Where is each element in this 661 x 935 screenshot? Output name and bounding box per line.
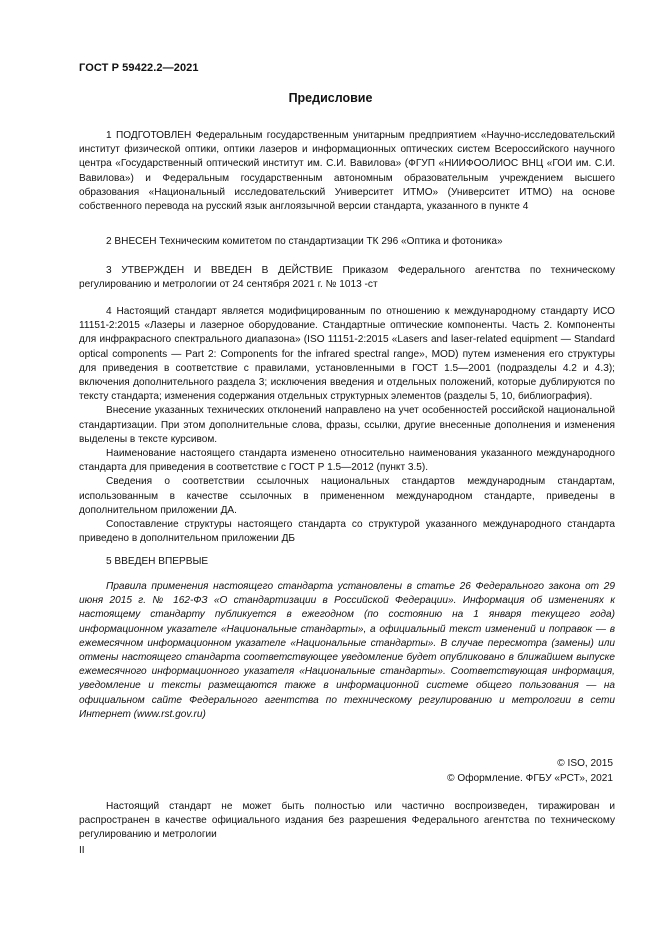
copyright-design: © Оформление. ФГБУ «РСТ», 2021 <box>447 773 613 784</box>
section-1 <box>79 129 615 214</box>
section-1-text: 1 ПОДГОТОВЛЕН Федеральным государственным унитарным предприятием «Научно-исследовательский институт физической оптики, оптики лазеров и информационных оптических систем Всероссийского научного центра «Государственный оптический институт им. С.И. Вавилова» (ФГУП «НИИФООЛИОС ВНЦ «ГОИ им. С.И. Вавилова») и Федеральным государственным автономным образовательным учреждением высшего образования «Национальный исследовательский Университет ИТМО» (Университет ИТМО) на основе собственного перевода на русский язык англоязычной версии стандарта, указанного в пункте 4 <box>79 130 615 213</box>
section-4-paragraph: Внесение указанных технических отклонений направлено на учет особенностей российской национальной стандартизации. При этом дополнительные слова, фразы, ссылки, другие внесенные дополнения и изменения выделены в тексте курсивом. <box>79 405 615 445</box>
section-4-paragraph: Сопоставление структуры настоящего стандарта со структурой указанного международного стандарта приведено в дополнительном приложении ДБ <box>79 519 615 545</box>
application-notice <box>79 580 615 722</box>
section-5 <box>79 555 615 569</box>
section-4 <box>79 305 615 546</box>
section-4-paragraph: Сведения о соответствии ссылочных национальных стандартов международным стандартам, использованным в качестве ссылочных в примененном международном стандарте, приведены в дополнительном приложении ДА. <box>79 476 615 516</box>
copyright-iso: © ISO, 2015 <box>557 758 613 769</box>
standard-code-header: ГОСТ Р 59422.2—2021 <box>79 62 199 74</box>
application-notice-text: Правила применения настоящего стандарта установлены в статье 26 Федерального закона от 29 июня 2015 г. № 162-ФЗ «О стандартизации в Российской Федерации». Информация об изменениях к настоящему стандарту публикуется в ежегодном (по состоянию на 1 января текущего года) информационном указателе «Национальные стандарты», а официальный текст изменений и поправок — в ежемесячном информационном указателе «Национальные стандарты». В случае пересмотра (замены) или отмены настоящего стандарта соответствующее уведомление будет опубликовано в ближайшем выпуске ежемесячного информационного указателя «Национальные стандарты». Соответствующая информация, уведомление и тексты размещаются также в информационной системе общего пользования — на официальном сайте Федерального агентства по техническому регулированию и метрологии в сети Интернет (www.rst.gov.ru) <box>79 581 615 720</box>
section-3-text: 3 УТВЕРЖДЕН И ВВЕДЕН В ДЕЙСТВИЕ Приказом Федерального агентства по техническому регулированию и метрологии от 24 сентября 2021 г. № 1013 -ст <box>79 265 615 291</box>
section-3 <box>79 264 615 292</box>
section-2 <box>79 235 615 249</box>
section-4-paragraph: 4 Настоящий стандарт является модифицированным по отношению к международному стандарту ИСО 11151-2:2015 «Лазеры и лазерное оборудование. Стандартные оптические компоненты. Часть 2. Компоненты для инфракрасного спектрального диапазона» (ISO 11151-2:2015 «Lasers and laser-related equipment — Standard optical components — Part 2: Components for the infrared spectral range», MOD) путем изменения его структуры для приведения в соответствие с правилами, установленными в ГОСТ 1.5—2001 (подразделы 4.2 и 4.3); включения дополнительного раздела 3; исключения введения и отдельных положений, которые дублируются по тексту стандарта; изменения содержания отдельных структурных элементов (разделы 5, 10, библиография). <box>79 306 615 403</box>
reproduction-notice <box>79 800 615 843</box>
page-number: II <box>79 845 85 856</box>
section-2-text: 2 ВНЕСЕН Техническим комитетом по стандартизации ТК 296 «Оптика и фотоника» <box>106 236 503 247</box>
copyright-block <box>447 756 613 786</box>
page-title: Предисловие <box>288 91 373 105</box>
reproduction-notice-text: Настоящий стандарт не может быть полностью или частично воспроизведен, тиражирован и распространен в качестве официального издания без разрешения Федерального агентства по техническому регулированию и метрологии <box>79 801 615 841</box>
section-5-text: 5 ВВЕДЕН ВПЕРВЫЕ <box>106 556 209 567</box>
section-4-paragraph: Наименование настоящего стандарта изменено относительно наименования указанного международного стандарта для приведения в соответствие с ГОСТ Р 1.5—2012 (пункт 3.5). <box>79 448 615 474</box>
